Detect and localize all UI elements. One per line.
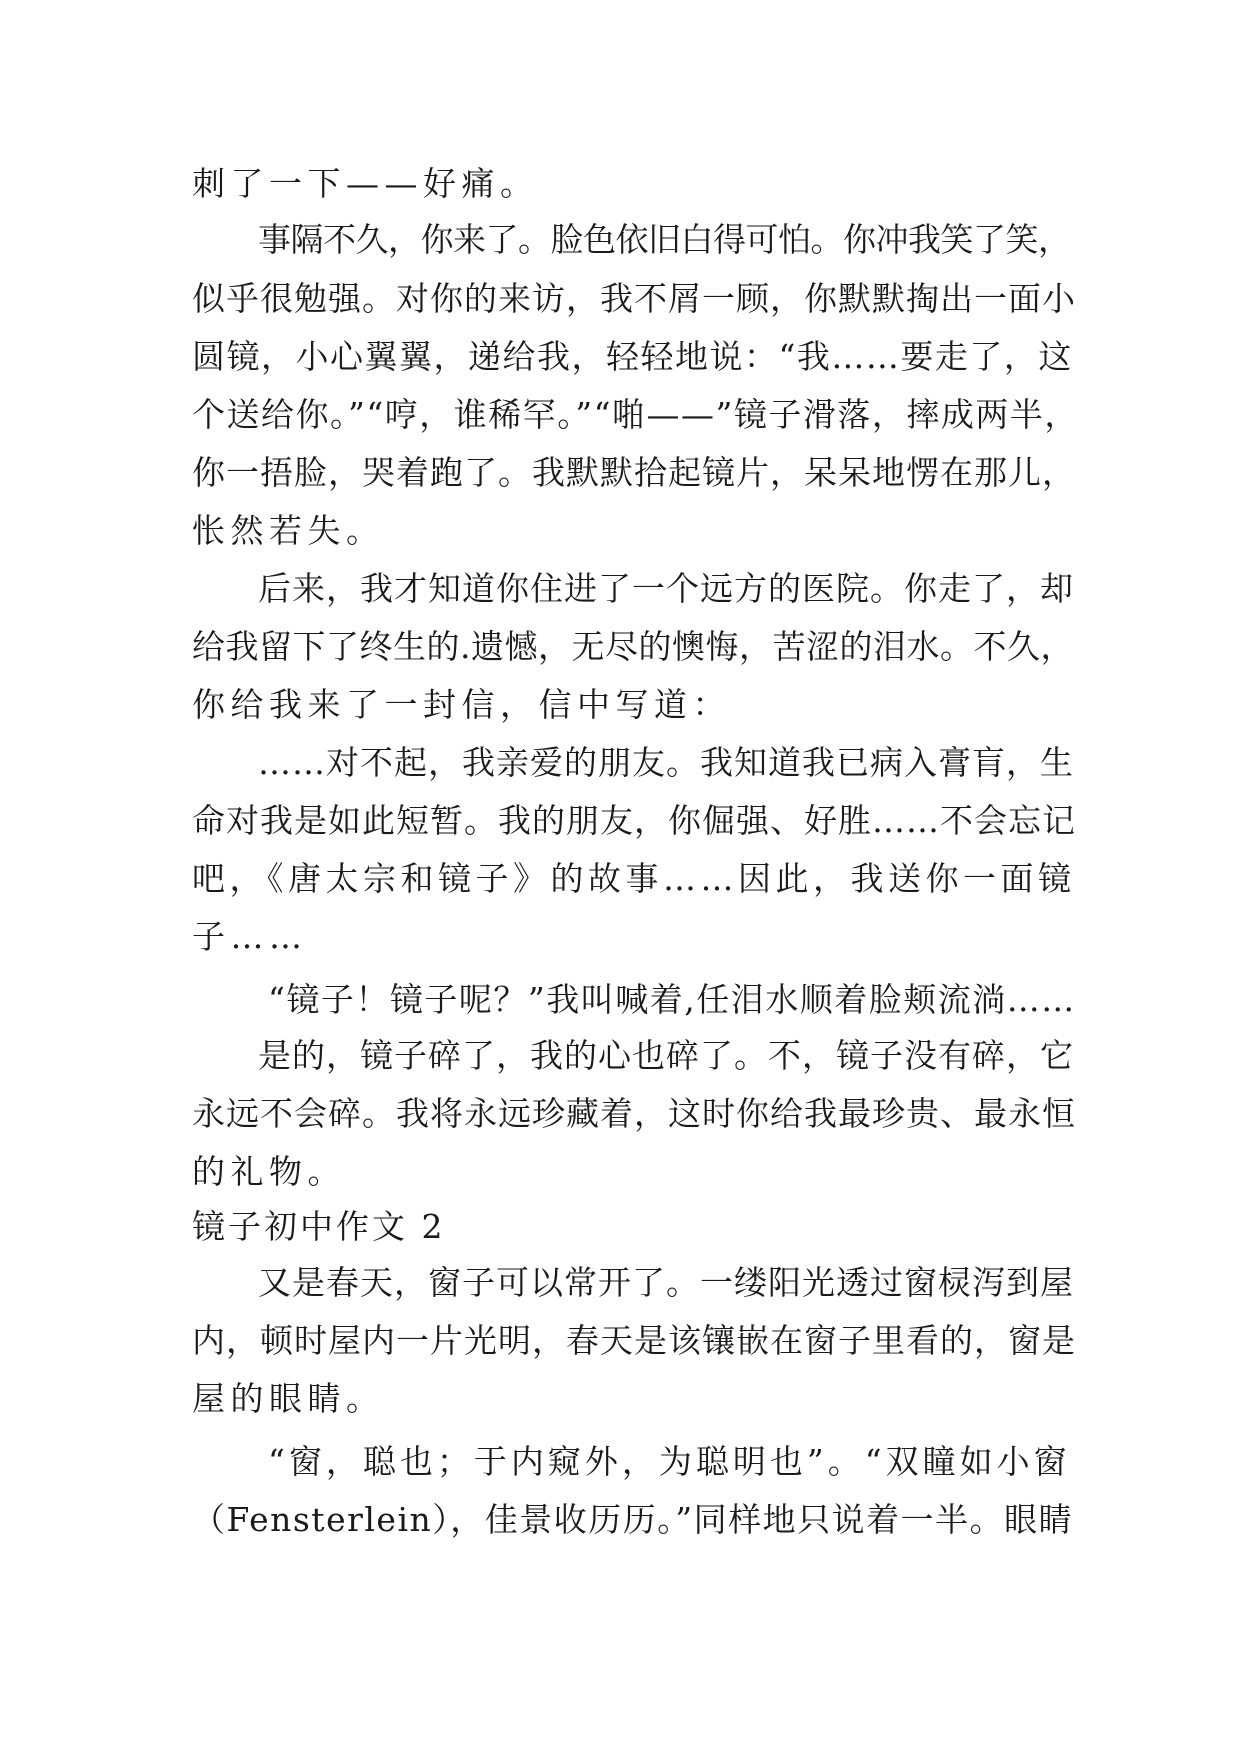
text-line: 永远不会碎。我将永远珍藏着，这时你给我最珍贵、最永恒 xyxy=(192,1094,1076,1133)
text-line: 屋的眼睛。 xyxy=(192,1379,385,1418)
paragraph-start-line: “镜子！镜子呢？”我叫喊着,任泪水顺着脸颊流淌…… xyxy=(268,980,1076,1019)
text-line: 你一捂脸，哭着跑了。我默默拾起镜片，呆呆地愣在那儿， xyxy=(192,453,1076,492)
text-line: 吧，《唐太宗和镜子》的故事……因此，我送你一面镜 xyxy=(192,859,1076,898)
paragraph-start-line: 是的，镜子碎了，我的心也碎了。不，镜子没有碎，它 xyxy=(258,1036,1074,1075)
text-line: 怅然若失。 xyxy=(192,511,385,550)
paragraph-start-line: 又是春天，窗子可以常开了。一缕阳光透过窗棂泻到屋 xyxy=(258,1263,1074,1302)
paragraph-start-line: “窗，聪也；于内窥外，为聪明也”。“双瞳如小窗 xyxy=(268,1442,1071,1481)
paragraph-start-line: 后来，我才知道你住进了一个远方的医院。你走了，却 xyxy=(258,569,1074,608)
text-line: 内，顿时屋内一片光明，春天是该镶嵌在窗子里看的，窗是 xyxy=(192,1321,1076,1360)
text-line: 似乎很勉强。对你的来访，我不屑一顾，你默默掏出一面小 xyxy=(192,279,1076,318)
text-line: （Fensterlein），佳景收历历。”同样地只说着一半。眼睛 xyxy=(192,1500,1074,1539)
text-line: 圆镜，小心翼翼，递给我，轻轻地说：“我……要走了，这 xyxy=(192,337,1073,376)
text-line: 子…… xyxy=(192,917,308,956)
section-heading: 镜子初中作文 2 xyxy=(192,1207,446,1246)
text-line: 给我留下了终生的.遗憾，无尽的懊悔，苦涩的泪水。不久， xyxy=(192,627,1074,666)
text-line: 命对我是如此短暂。我的朋友，你倔强、好胜……不会忘记 xyxy=(192,801,1076,840)
text-line: 个送给你。”“哼，谁稀罕。”“啪——”镜子滑落，摔成两半， xyxy=(192,395,1079,434)
paragraph-start-line: 事隔不久，你来了。脸色依旧白得可怕。你冲我笑了笑， xyxy=(258,220,1071,259)
paragraph-start-line: ……对不起，我亲爱的朋友。我知道我已病入膏肓，生 xyxy=(258,743,1074,782)
text-line: 刺了一下——好痛。 xyxy=(192,164,539,203)
text-line: 你给我来了一封信，信中写道： xyxy=(192,685,731,724)
text-line: 的礼物。 xyxy=(192,1152,346,1191)
